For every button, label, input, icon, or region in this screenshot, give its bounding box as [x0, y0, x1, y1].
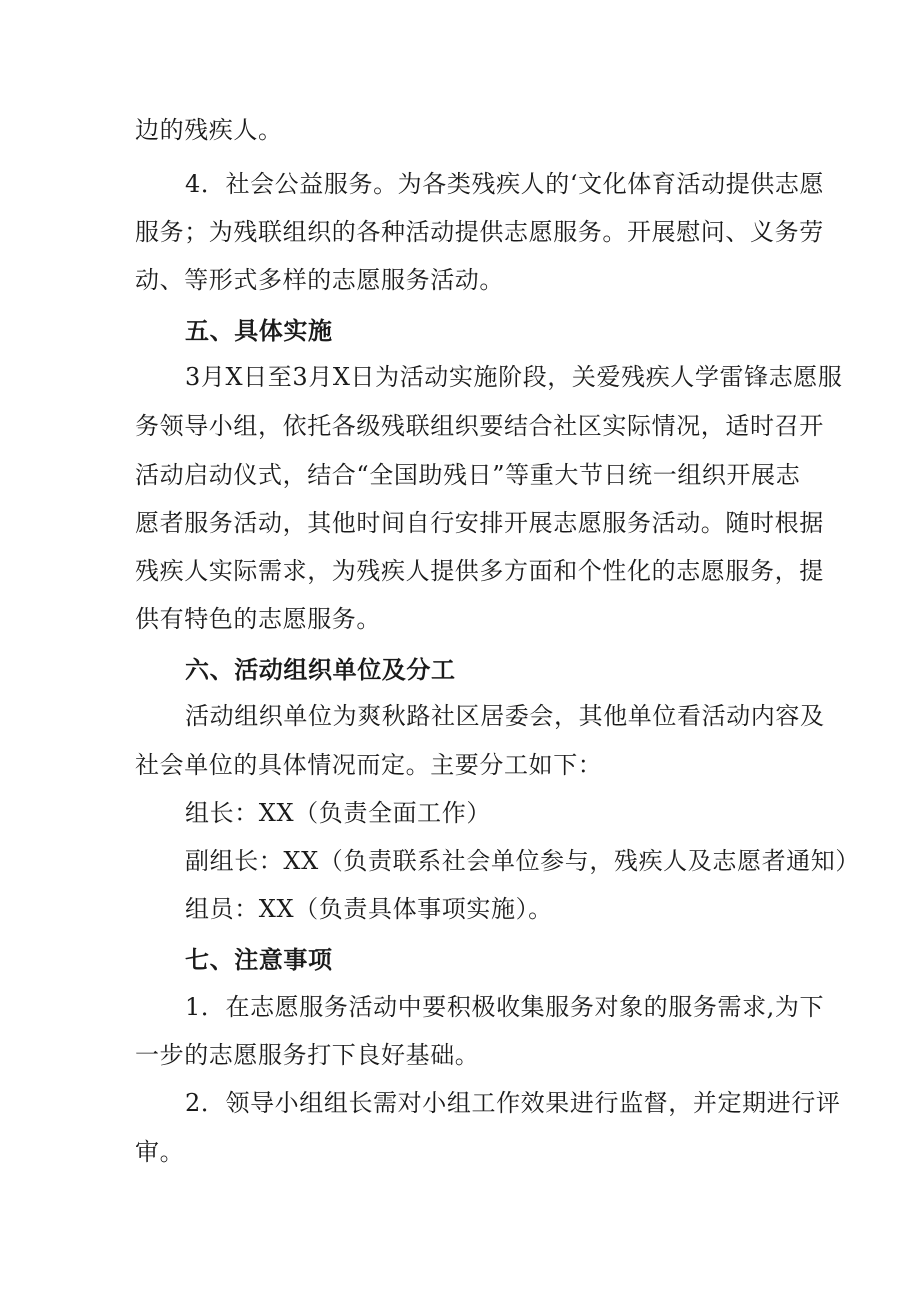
- paragraph-line: 副组长：XX（负责联系社会单位参与，残疾人及志愿者通知）: [185, 847, 860, 875]
- paragraph-line: 供有特色的志愿服务。: [135, 605, 381, 633]
- paragraph-line: 审。: [135, 1138, 185, 1166]
- paragraph-line: 务领导小组，依托各级残联组织要结合社区实际情况，适时召开: [135, 412, 824, 440]
- paragraph-line: 组员：XX（负责具体事项实施）。: [185, 895, 553, 923]
- paragraph-line: 2．领导小组组长需对小组工作效果进行监督，并定期进行评: [185, 1089, 841, 1117]
- paragraph-line: 组长：XX（负责全面工作）: [185, 799, 491, 827]
- paragraph-line: 残疾人实际需求，为残疾人提供多方面和个性化的志愿服务，提: [135, 557, 824, 585]
- paragraph-line: 动、等形式多样的志愿服务活动。: [135, 266, 504, 294]
- section-heading: 七、注意事项: [185, 946, 333, 974]
- paragraph-line: 一步的志愿服务打下良好基础。: [135, 1041, 480, 1069]
- paragraph-line: 愿者服务活动，其他时间自行安排开展志愿服务活动。随时根据: [135, 509, 824, 537]
- paragraph-line: 社会单位的具体情况而定。主要分工如下：: [135, 751, 603, 779]
- paragraph-line: 边的残疾人。: [135, 116, 283, 144]
- paragraph-line: 活动组织单位为爽秋路社区居委会，其他单位看活动内容及: [185, 702, 825, 730]
- section-heading: 五、具体实施: [185, 317, 333, 345]
- section-heading: 六、活动组织单位及分工: [185, 656, 456, 684]
- paragraph-line: 服务；为残联组织的各种活动提供志愿服务。开展慰问、义务劳: [135, 218, 824, 246]
- paragraph-line: 活动启动仪式，结合“全国助残日”等重大节日统一组织开展志: [135, 461, 801, 489]
- paragraph-line: 1．在志愿服务活动中要积极收集服务对象的服务需求,为下: [185, 993, 825, 1021]
- paragraph-line: 4．社会公益服务。为各类残疾人的‘文化体育活动提供志愿: [185, 170, 825, 198]
- paragraph-line: 3月X日至3月X日为活动实施阶段，关爱残疾人学雷锋志愿服: [185, 363, 843, 391]
